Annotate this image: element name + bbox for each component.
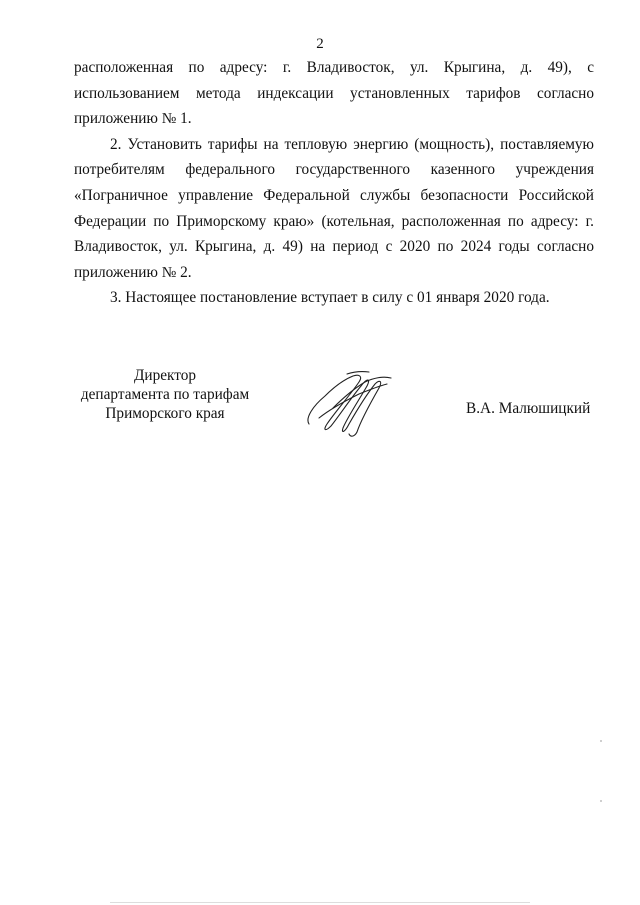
page-number: 2	[316, 36, 324, 52]
scan-artifact	[600, 800, 602, 802]
signature-block	[0, 366, 640, 436]
signatory-position	[70, 366, 260, 423]
paragraph-continuation: расположенная по адресу: г. Владивосток, ул. Крыгина, д. 49), с использованием метода индексации установленных тарифов согласно приложению № 1.	[74, 59, 594, 128]
signatory-position-line: Приморского края	[105, 405, 225, 422]
signatory-position-line: Директор	[133, 367, 197, 384]
signatory-position-line: департамента по тарифам	[80, 386, 250, 403]
paragraph-item-2: 2. Установить тарифы на тепловую энергию (мощность), поставляемую потребителям федерального государственного казенного учреждения «Пограничное управление Федеральной службы безопасности Российской Федерации по Приморскому краю» (котельная, расположенная по адресу: г. Владивосток, ул. Крыгина, д. 49) на период с 2020 по 2024 годы согласно приложению № 2.	[74, 135, 594, 281]
scan-artifact	[600, 740, 602, 742]
signatory-name: В.А. Малюшицкий	[466, 400, 591, 417]
scan-edge-line	[110, 902, 530, 903]
paragraph-item-3: 3. Настоящее постановление вступает в силу с 01 января 2020 года.	[110, 289, 550, 307]
document-body	[74, 55, 594, 311]
handwritten-signature	[303, 368, 395, 438]
